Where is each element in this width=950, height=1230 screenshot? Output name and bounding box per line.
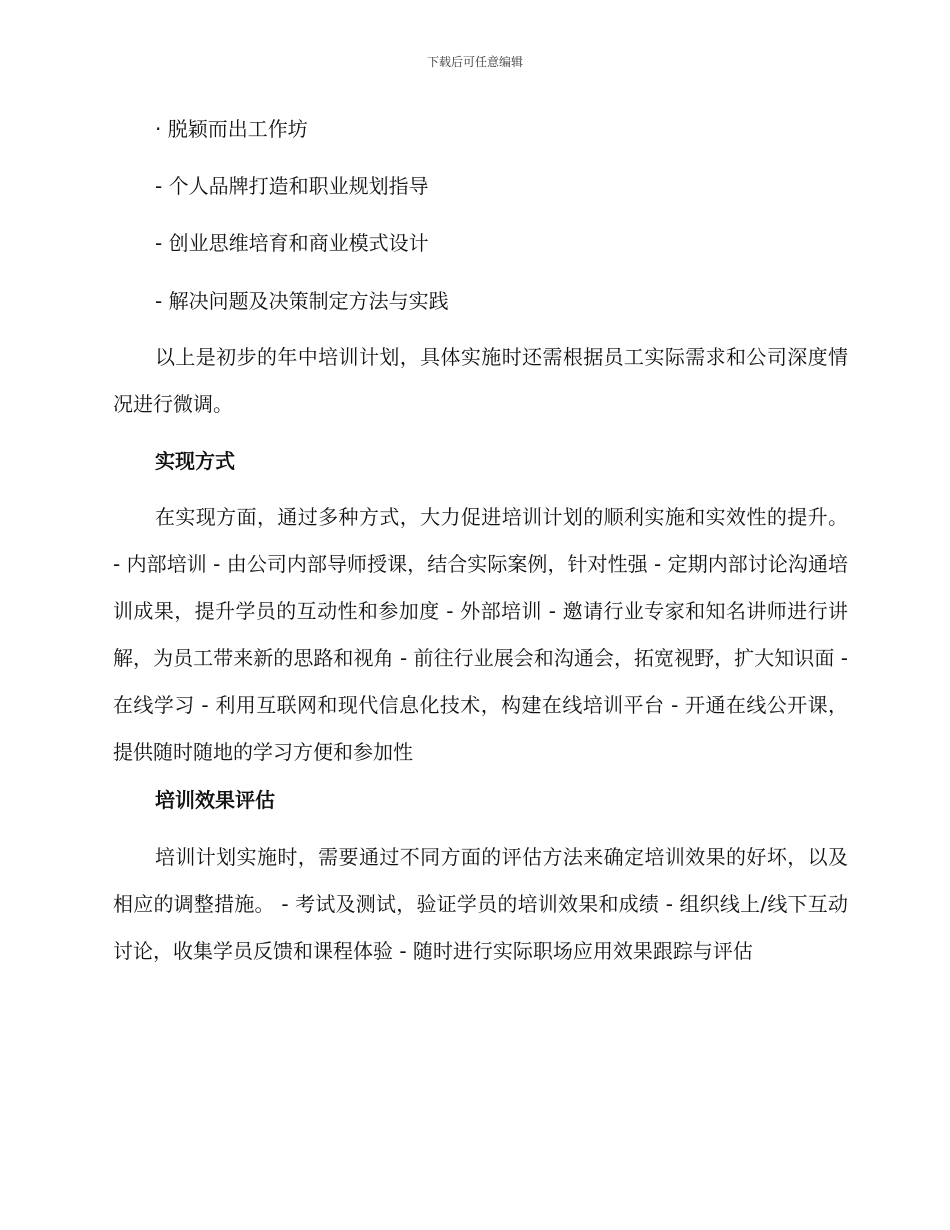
evaluation-paragraph: 培训计划实施时，需要通过不同方面的评估方法来确定培训效果的好坏，以及相应的调整措施。 - 考试及测试，验证学员的培训效果和成绩 - 组织线上/线下互动讨论，收集学员反馈和课程体验 - 随时进行实际职场应用效果跟踪与评估 xyxy=(113,845,848,963)
list-item-workshop: · 脱颖而出工作坊 xyxy=(155,117,308,141)
list-item-problem-solving: - 解决问题及决策制定方法与实践 xyxy=(155,289,449,313)
implementation-paragraph: 在实现方面，通过多种方式，大力促进培训计划的顺利实施和实效性的提升。 - 内部培训 - 由公司内部导师授课，结合实际案例，针对性强 - 定期内部讨论沟通培训成果，提升学员的互动性和参加度 - 外部培训 - 邀请行业专家和知名讲师进行讲解，为员工带来新的思路和视角 - 前往行业展会和沟通会，拓宽视野，扩大知识面 - 在线学习 - 利用互联网和现代信息化技术，构建在线培训平台 - 开通在线公开课，提供随时随地的学习方便和参加性 xyxy=(113,505,848,764)
section-heading-implementation: 实现方式 xyxy=(155,449,235,473)
page-header: 下载后可任意编辑 xyxy=(426,55,523,69)
section-heading-evaluation: 培训效果评估 xyxy=(155,788,275,812)
list-item-personal-brand: - 个人品牌打造和职业规划指导 xyxy=(155,174,429,198)
summary-paragraph: 以上是初步的年中培训计划，具体实施时还需根据员工实际需求和公司深度情况进行微调。 xyxy=(113,345,848,416)
list-item-entrepreneurship: - 创业思维培育和商业模式设计 xyxy=(155,231,429,255)
